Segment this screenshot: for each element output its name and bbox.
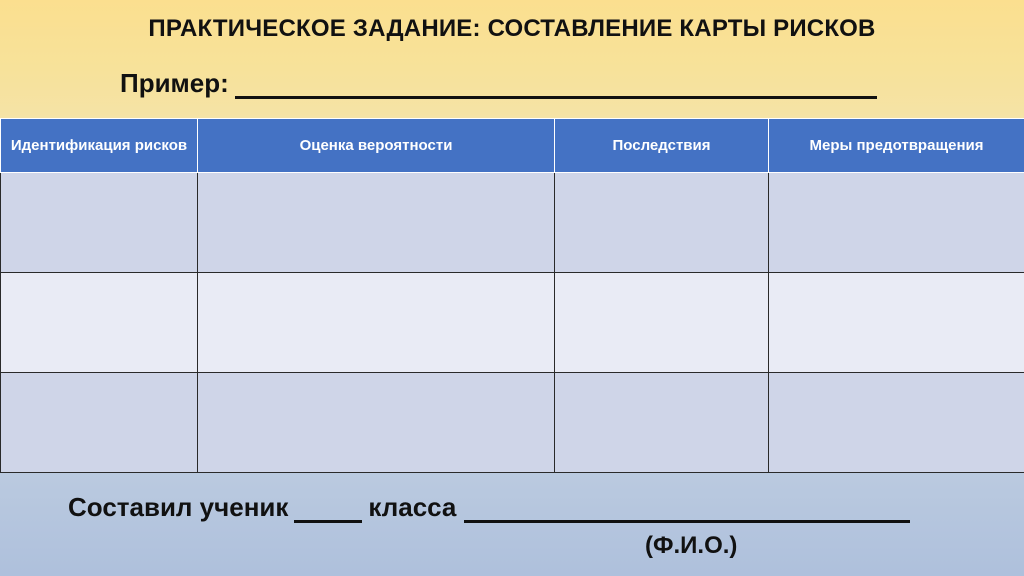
table-cell[interactable] xyxy=(769,373,1024,473)
example-blank-line xyxy=(235,68,877,99)
table-cell[interactable] xyxy=(198,273,555,373)
header-prevention-measures: Меры предотвращения xyxy=(769,119,1024,173)
class-number-blank xyxy=(294,494,362,523)
header-consequences: Последствия xyxy=(555,119,769,173)
table-cell[interactable] xyxy=(555,173,769,273)
fio-caption: (Ф.И.О.) xyxy=(645,532,738,559)
signature-line xyxy=(68,492,910,523)
table-cell[interactable] xyxy=(555,373,769,473)
example-line xyxy=(120,68,877,99)
header-probability-assessment: Оценка вероятности xyxy=(198,119,555,173)
risk-map-table xyxy=(0,118,1024,473)
table-header-row xyxy=(1,119,1024,173)
table-row xyxy=(1,173,1024,273)
table-cell[interactable] xyxy=(555,273,769,373)
table-cell[interactable] xyxy=(1,273,198,373)
slide-title: ПРАКТИЧЕСКОЕ ЗАДАНИЕ: СОСТАВЛЕНИЕ КАРТЫ РИСКОВ xyxy=(148,15,876,42)
table-cell[interactable] xyxy=(1,173,198,273)
table-row xyxy=(1,373,1024,473)
table-cell[interactable] xyxy=(769,273,1024,373)
student-name-blank xyxy=(464,494,910,523)
table-cell[interactable] xyxy=(1,373,198,473)
header-risk-identification: Идентификация рисков xyxy=(1,119,198,173)
table-cell[interactable] xyxy=(769,173,1024,273)
compiled-by-label: Составил ученик xyxy=(68,492,289,522)
example-label: Пример: xyxy=(120,68,229,98)
table-row xyxy=(1,273,1024,373)
class-label: класса xyxy=(368,492,457,522)
table-cell[interactable] xyxy=(198,173,555,273)
table-cell[interactable] xyxy=(198,373,555,473)
